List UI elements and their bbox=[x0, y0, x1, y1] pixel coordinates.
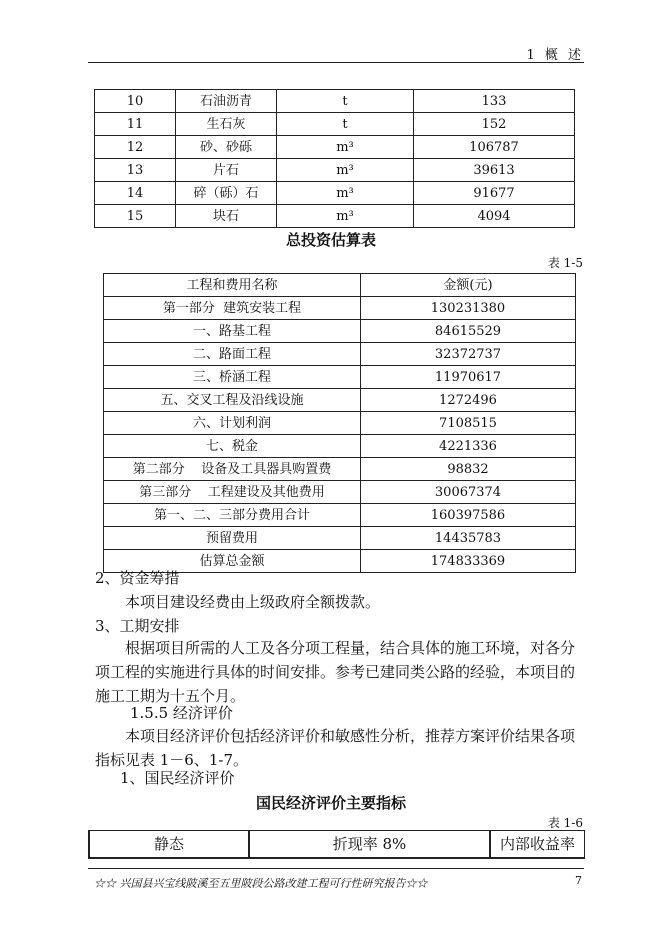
cell-name: 砂、砂砾 bbox=[176, 136, 277, 159]
table-header-row bbox=[89, 831, 585, 859]
cell-item-name: 五、交叉工程及沿线设施 bbox=[104, 389, 361, 412]
cell-amount: 98832 bbox=[361, 458, 576, 481]
cell-no: 15 bbox=[95, 205, 176, 228]
heading-economic-evaluation: 1.5.5 经济评价 bbox=[130, 704, 233, 722]
cell-amount: 4221336 bbox=[361, 435, 576, 458]
table-header-row bbox=[104, 274, 576, 297]
table-row bbox=[104, 481, 576, 504]
cell-item-name: 第二部分 设备及工具器具购置费 bbox=[104, 458, 361, 481]
investment-table-label: 表 1-5 bbox=[547, 256, 583, 270]
investment-table bbox=[103, 273, 576, 573]
cell-amount: 30067374 bbox=[361, 481, 576, 504]
cell-no: 12 bbox=[95, 136, 176, 159]
header-rule bbox=[88, 62, 584, 63]
cell-amount: 7108515 bbox=[361, 412, 576, 435]
cell-name: 块石 bbox=[176, 205, 277, 228]
header-cell-static: 静态 bbox=[89, 831, 249, 859]
indicators-table-label: 表 1-6 bbox=[547, 816, 583, 830]
cell-unit: t bbox=[277, 90, 414, 113]
cell-unit: m³ bbox=[277, 159, 414, 182]
cell-amount: 32372737 bbox=[361, 343, 576, 366]
header-cell-irr: 内部收益率 bbox=[490, 831, 585, 859]
table-row bbox=[104, 389, 576, 412]
cell-amount: 1272496 bbox=[361, 389, 576, 412]
cell-item-name: 六、计划利润 bbox=[104, 412, 361, 435]
table-row bbox=[95, 136, 575, 159]
cell-item-name: 第一部分 建筑安装工程 bbox=[104, 297, 361, 320]
table-row bbox=[104, 527, 576, 550]
cell-no: 14 bbox=[95, 182, 176, 205]
header-cell-name: 工程和费用名称 bbox=[104, 274, 361, 297]
cell-name: 碎（砾）石 bbox=[176, 182, 277, 205]
cell-qty: 133 bbox=[414, 90, 575, 113]
indicators-table bbox=[88, 830, 585, 859]
cell-item-name: 预留费用 bbox=[104, 527, 361, 550]
cell-name: 片石 bbox=[176, 159, 277, 182]
heading-funding: 2、资金筹措 bbox=[95, 569, 180, 587]
table-row bbox=[104, 343, 576, 366]
page-number: 7 bbox=[575, 874, 582, 887]
paragraph-economic-evaluation: 本项目经济评价包括经济评价和敏感性分析，推荐方案评价结果各项指标见表 1－6、1-7。 bbox=[95, 727, 576, 769]
cell-qty: 91677 bbox=[414, 182, 575, 205]
cell-item-name: 二、路面工程 bbox=[104, 343, 361, 366]
footer-rule bbox=[88, 868, 584, 869]
table-row bbox=[95, 159, 575, 182]
table-row bbox=[104, 458, 576, 481]
table-row bbox=[95, 205, 575, 228]
cell-no: 11 bbox=[95, 113, 176, 136]
cell-item-name: 三、桥涵工程 bbox=[104, 366, 361, 389]
cell-no: 10 bbox=[95, 90, 176, 113]
cell-item-name: 第三部分 工程建设及其他费用 bbox=[104, 481, 361, 504]
paragraph-funding: 本项目建设经费由上级政府全额拨款。 bbox=[125, 593, 381, 611]
cell-qty: 106787 bbox=[414, 136, 575, 159]
paragraph-schedule: 根据项目所需的人工及各分项工程量，结合具体的施工环境，对各分项工程的实施进行具体的时间安排。参考已建同类公路的经验，本项目的施工工期为十五个月。 bbox=[95, 639, 576, 705]
cell-unit: m³ bbox=[277, 205, 414, 228]
table-row bbox=[95, 182, 575, 205]
cell-qty: 39613 bbox=[414, 159, 575, 182]
cell-unit: m³ bbox=[277, 136, 414, 159]
cell-amount: 84615529 bbox=[361, 320, 576, 343]
investment-table-title: 总投资估算表 bbox=[285, 231, 376, 249]
table-row bbox=[95, 90, 575, 113]
cell-amount: 14435783 bbox=[361, 527, 576, 550]
cell-amount: 174833369 bbox=[361, 550, 576, 573]
table-row bbox=[104, 366, 576, 389]
cell-name: 石油沥青 bbox=[176, 90, 277, 113]
header-cell-amount: 金额(元) bbox=[361, 274, 576, 297]
materials-table bbox=[94, 89, 575, 228]
cell-amount: 160397586 bbox=[361, 504, 576, 527]
cell-unit: m³ bbox=[277, 182, 414, 205]
table-row bbox=[104, 297, 576, 320]
cell-qty: 4094 bbox=[414, 205, 575, 228]
cell-name: 生石灰 bbox=[176, 113, 277, 136]
indicators-table-title: 国民经济评价主要指标 bbox=[255, 794, 406, 812]
cell-item-name: 第一、二、三部分费用合计 bbox=[104, 504, 361, 527]
table-row bbox=[104, 504, 576, 527]
table-row bbox=[104, 320, 576, 343]
cell-unit: t bbox=[277, 113, 414, 136]
cell-amount: 11970617 bbox=[361, 366, 576, 389]
table-row bbox=[104, 412, 576, 435]
footer-report-title: ☆☆ 兴国县兴宝线陂溪至五里陂段公路改建工程可行性研究报告☆☆ bbox=[94, 877, 428, 890]
heading-schedule: 3、工期安排 bbox=[95, 617, 180, 635]
table-row bbox=[95, 113, 575, 136]
header-cell-discount-rate: 折现率 8% bbox=[249, 831, 490, 859]
chapter-header: 1 概 述 bbox=[526, 48, 584, 63]
cell-item-name: 估算总金额 bbox=[104, 550, 361, 573]
cell-qty: 152 bbox=[414, 113, 575, 136]
cell-no: 13 bbox=[95, 159, 176, 182]
cell-item-name: 七、税金 bbox=[104, 435, 361, 458]
cell-amount: 130231380 bbox=[361, 297, 576, 320]
cell-item-name: 一、路基工程 bbox=[104, 320, 361, 343]
heading-national-evaluation: 1、国民经济评价 bbox=[120, 769, 235, 787]
table-row bbox=[104, 435, 576, 458]
